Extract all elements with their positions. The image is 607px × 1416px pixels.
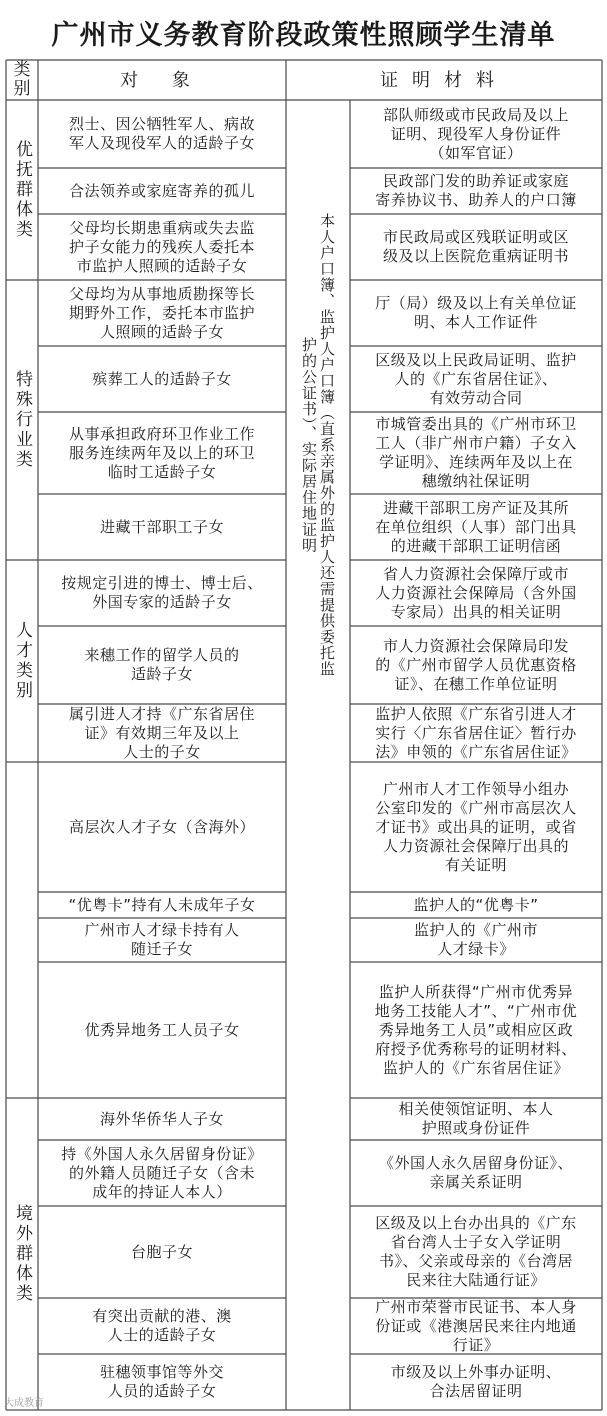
row-target: 广州市人才绿卡持有人 随迁子女 — [84, 921, 240, 958]
row-target: 合法领养或家庭寄养的孤儿 — [68, 181, 255, 200]
row-proof: 市民政局或区残联证明或区 级及以上医院危重病证明书 — [382, 228, 569, 265]
category-special-industry: 特殊行业类 — [12, 370, 32, 470]
row-target: 优秀异地务工人员子女 — [84, 1020, 240, 1039]
category-overseas: 境外群体类 — [12, 1204, 32, 1304]
row-target: “优粤卡”持有人未成年子女 — [68, 895, 256, 914]
row-target: 按规定引进的博士、博士后、 外国专家的适龄子女 — [61, 574, 263, 611]
category-youfu: 优抚群体类 — [12, 140, 32, 240]
category-talent: 人才类别 — [12, 621, 32, 701]
shared-proof: 本人户口簿、监护人户口簿（直系亲属外的监护人还需提供委托监护的公证书）、实际居住地证明 — [300, 213, 336, 677]
row-proof: 民政部门发的助养证或家庭 寄养协议书、助养人的户口簿 — [375, 172, 577, 209]
row-target: 海外华侨华人子女 — [99, 1109, 224, 1128]
row-proof: 进藏干部职工房产证及其所 在单位组织（人事）部门出具 的进藏干部职工证明信函 — [375, 498, 577, 555]
row-proof: 监护人所获得“广州市优秀异 地务工技能人才”、“广州市优 秀异地务工人员”或相应区政 府授予优秀称号的证明材料、 监护人的《广东省居住证》 — [374, 982, 578, 1077]
watermark: 大成教育 — [4, 1398, 44, 1409]
row-proof: 广州市人才工作领导小组办 公室印发的《广州市高层次人 才证书》或出具的证明，或省 人力资源社会保障厅出具的 有关证明 — [375, 779, 577, 874]
row-target: 殡葬工人的适龄子女 — [92, 369, 232, 388]
row-proof: 市级及以上外事办证明、 合法居留证明 — [390, 1363, 562, 1400]
row-target: 驻穗领事馆等外交 人员的适龄子女 — [99, 1363, 224, 1400]
row-target: 属引进人才持《广东省居住 证》有效期三年及以上 人士的子女 — [68, 704, 255, 761]
header-proof: 证明材料 — [380, 69, 508, 91]
row-proof: 广州市荣誉市民证书、本人身 份证或《港澳居民来往内地通 行证》 — [375, 1297, 577, 1354]
row-target: 有突出贡献的港、澳 人士的适龄子女 — [92, 1307, 232, 1344]
row-proof: 市城管委出具的《广州市环卫 工人（非广州市户籍）子女入 学证明》、连续两年及以上在 穗缴纳社保证明 — [375, 415, 577, 490]
row-proof: 省人力资源社会保障厅或市 人力资源社会保障局（含外国 专家局）出具的相关证明 — [375, 564, 577, 621]
row-target: 从事承担政府环卫作业工作 服务连续两年及以上的环卫 临时工适龄子女 — [68, 424, 255, 481]
row-target: 烈士、因公牺牲军人、病故 军人及现役军人的适龄子女 — [68, 115, 255, 152]
row-target: 来穗工作的留学人员的 适龄子女 — [84, 646, 240, 683]
row-proof: 监护人的“优粤卡” — [413, 895, 539, 914]
header-category: 类 别 — [13, 60, 31, 99]
row-proof: 部队师级或市民政局及以上 证明、现役军人身份证件 （如军官证） — [382, 105, 569, 162]
row-proof: 监护人依照《广东省引进人才 实行〈广东省居住证〉暂行办 法》申领的《广东省居住证》 — [375, 704, 577, 761]
row-target: 父母均为从事地质勘探等长 期野外工作，委托本市监护 人照顾的适龄子女 — [68, 284, 255, 341]
row-proof: 相关使领馆证明、本人 护照或身份证件 — [398, 1100, 554, 1137]
header-target: 对 象 — [120, 69, 204, 91]
row-target: 高层次人才子女（含海外） — [68, 817, 255, 836]
row-proof: 市人力资源社会保障局印发 的《广州市留学人员优惠资格 证》、在穗工作单位证明 — [375, 636, 577, 693]
page-title: 广州市义务教育阶段政策性照顾学生清单 — [51, 20, 556, 51]
row-proof: 厅（局）级及以上有关单位证 明、本人工作证件 — [375, 294, 577, 331]
row-proof: 《外国人永久居留身份证》、 亲属关系证明 — [378, 1154, 573, 1191]
row-target: 进藏干部职工子女 — [99, 517, 224, 536]
row-target: 台胞子女 — [130, 1242, 193, 1261]
row-target: 父母均长期患重病或失去监 护子女能力的残疾人委托本 市监护人照顾的适龄子女 — [68, 218, 255, 275]
row-proof: 监护人的《广州市 人才绿卡》 — [413, 921, 538, 958]
row-target: 持《外国人永久居留身份证》 的外籍人员随迁子女（含未 成年的持证人本人） — [61, 1144, 263, 1201]
row-proof: 区级及以上民政局证明、监护 人的《广东省居住证》、 有效劳动合同 — [375, 350, 577, 407]
row-proof: 区级及以上台办出具的《广东 省台湾人士子女入学证明 书》、父亲或母亲的《台湾居 民来往大陆通行证》 — [375, 1214, 577, 1289]
